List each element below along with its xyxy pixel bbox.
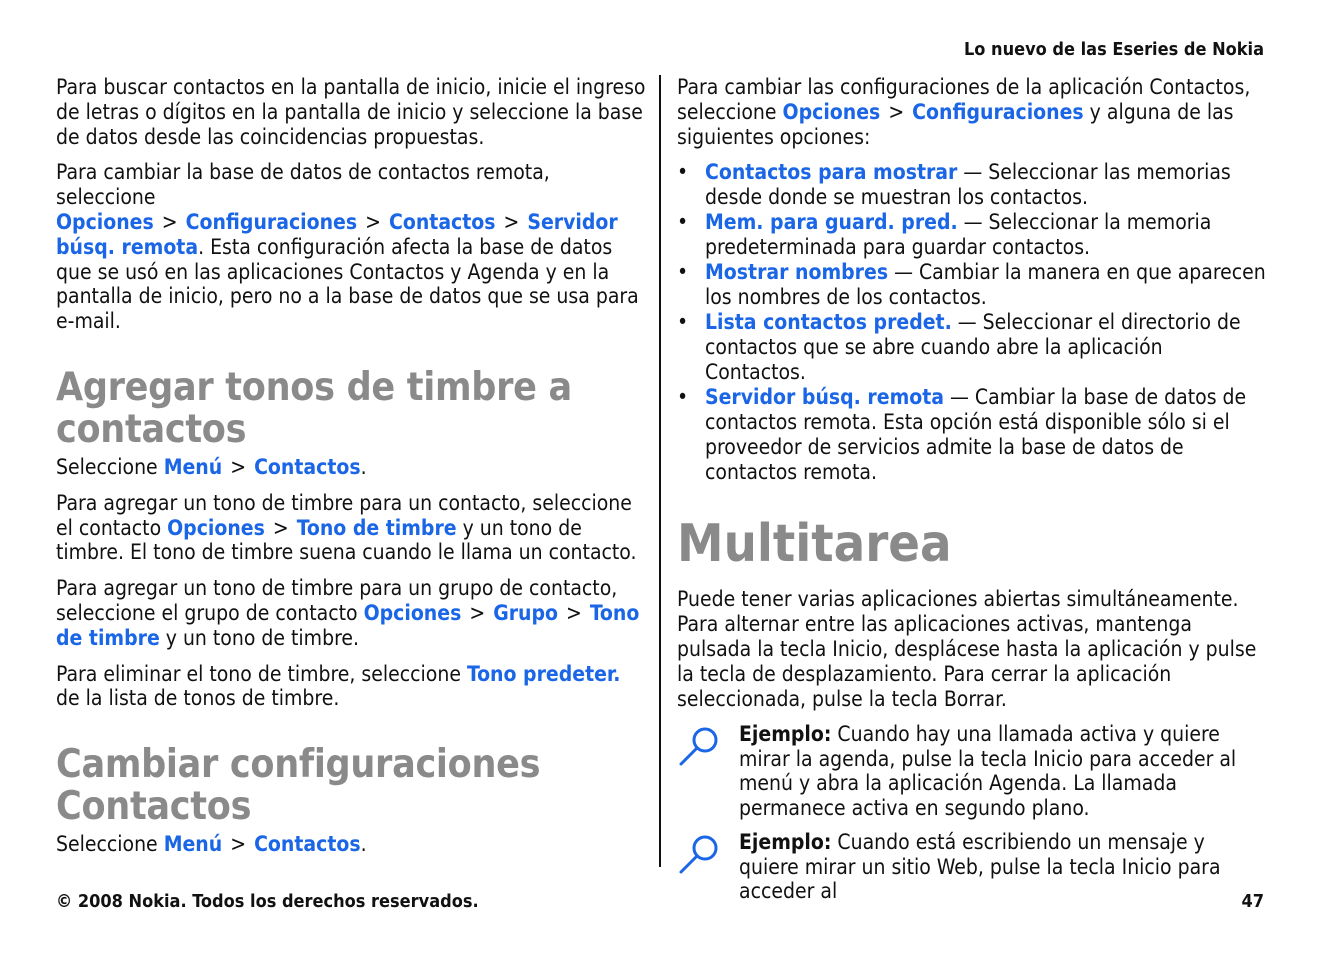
menu-link-menu: Menú xyxy=(163,454,223,479)
paragraph xyxy=(56,455,648,480)
list-item xyxy=(677,310,1269,385)
text: de la lista de tonos de timbre. xyxy=(56,686,340,711)
example-note xyxy=(677,830,1269,904)
separator: > xyxy=(888,99,905,124)
bullet: • xyxy=(677,260,689,285)
option-desc: — Seleccionar el directorio de contactos que se abre cuando abre la aplicación Contactos. xyxy=(705,310,1241,385)
example-label: Ejemplo: xyxy=(739,722,832,747)
section-heading: Cambiar configuraciones Contactos xyxy=(56,742,541,830)
menu-link-configuraciones: Configuraciones xyxy=(185,209,358,234)
menu-link-tono: Tono de timbre xyxy=(56,600,640,650)
text: Seleccione xyxy=(56,832,164,857)
text: y un tono de timbre. El tono de timbre suena cuando le llama un contacto. xyxy=(56,515,637,565)
menu-link-servidor: Servidor búsq. remota xyxy=(56,209,618,259)
option-term: Mem. para guard. pred. xyxy=(705,210,958,235)
paragraph xyxy=(56,576,648,650)
paragraph xyxy=(677,75,1269,149)
text: . Esta configuración afecta la base de datos que se usó en las aplicaciones Contactos y Agenda y en la pantalla de inicio, pero no a la base de datos que se usa para e-mail. xyxy=(56,234,639,334)
separator: > xyxy=(503,209,520,234)
list-item xyxy=(677,160,1269,210)
menu-link-grupo: Grupo xyxy=(493,600,558,625)
page-number: 47 xyxy=(1241,891,1264,912)
separator: > xyxy=(565,600,582,625)
magnifier-icon xyxy=(677,832,721,876)
paragraph: Para buscar contactos en la pantalla de inicio, inicie el ingreso de letras o dígitos en la pantalla de inicio y seleccione la base de datos desde las coincidencias propuestas. xyxy=(56,75,646,149)
running-header: Lo nuevo de las Eseries de Nokia xyxy=(963,39,1264,60)
menu-link-contactos: Contactos xyxy=(254,832,361,857)
paragraph xyxy=(56,832,648,857)
option-term: Lista contactos predet. xyxy=(705,310,952,335)
options-list xyxy=(677,160,1269,485)
list-item xyxy=(677,260,1269,310)
menu-link-opciones: Opciones xyxy=(363,600,462,625)
text: . xyxy=(360,832,367,857)
option-desc: — Seleccionar la memoria predeterminada para guardar contactos. xyxy=(705,210,1212,260)
option-term: Mostrar nombres xyxy=(705,260,889,285)
chapter-heading: Multitarea xyxy=(677,514,952,575)
text: Seleccione xyxy=(56,454,164,479)
option-desc: — Cambiar la base de datos de contactos remota. Esta opción está disponible sólo si el proveedor de servicios admite la base de datos de contactos remota. xyxy=(705,385,1247,485)
example-label: Ejemplo: xyxy=(739,830,832,855)
option-desc: — Cambiar la manera en que aparecen los nombres de los contactos. xyxy=(705,260,1266,310)
bullet: • xyxy=(677,210,689,235)
paragraph xyxy=(56,662,648,712)
separator: > xyxy=(161,209,178,234)
separator: > xyxy=(230,832,247,857)
option-desc: — Seleccionar las memorias desde donde se muestran los contactos. xyxy=(705,160,1231,210)
text: Para agregar un tono de timbre para un grupo de contacto, seleccione el grupo de contacto xyxy=(56,576,618,625)
separator: > xyxy=(272,515,289,540)
paragraph xyxy=(56,491,648,565)
menu-link-tono: Tono de timbre xyxy=(296,515,457,540)
separator: > xyxy=(365,209,381,234)
paragraph xyxy=(56,160,648,334)
separator: > xyxy=(230,454,247,479)
text: Para cambiar las configuraciones de la aplicación Contactos, seleccione xyxy=(677,75,1251,124)
left-column xyxy=(56,75,648,868)
text: Para eliminar el tono de timbre, seleccione xyxy=(56,661,467,686)
menu-link-opciones: Opciones xyxy=(167,515,265,540)
column-divider xyxy=(659,75,661,867)
menu-link-configuraciones: Configuraciones xyxy=(912,99,1084,124)
list-item xyxy=(677,385,1269,485)
text: y alguna de las siguientes opciones: xyxy=(677,99,1234,149)
text: . xyxy=(360,454,367,479)
separator: > xyxy=(469,600,486,625)
menu-link-contactos: Contactos xyxy=(254,454,361,479)
bullet: • xyxy=(677,385,689,410)
menu-link-opciones: Opciones xyxy=(782,99,881,124)
menu-link-contactos: Contactos xyxy=(388,209,496,234)
text: y un tono de timbre. xyxy=(159,625,360,650)
example-text: Cuando hay una llamada activa y quiere mirar la agenda, pulse la tecla Inicio para acceder al menú y abra la aplicación Agenda. La llamada permanece activa en segundo plano. xyxy=(739,722,1237,820)
bullet: • xyxy=(677,310,689,335)
example-text: Cuando está escribiendo un mensaje y quiere mirar un sitio Web, pulse la tecla Inicio para acceder al xyxy=(739,830,1221,904)
menu-link-tono-predeter: Tono predeter. xyxy=(466,661,621,686)
text: Para cambiar la base de datos de contactos remota, seleccione xyxy=(56,160,550,210)
text: Para agregar un tono de timbre para un contacto, seleccione el contacto xyxy=(56,490,632,540)
footer-copyright: © 2008 Nokia. Todos los derechos reservados. xyxy=(56,891,479,912)
menu-link-opciones: Opciones xyxy=(56,209,154,234)
option-term: Contactos para mostrar xyxy=(705,160,958,185)
paragraph: Puede tener varias aplicaciones abiertas simultáneamente. Para alternar entre las aplicaciones activas, mantenga pulsada la tecla Inicio, desplácese hasta la aplicación y pulse la tecla de desplazamiento. Para cerrar la aplicación seleccionada, pulse la tecla Borrar. xyxy=(677,587,1257,711)
section-heading: Agregar tonos de timbre a contactos xyxy=(56,364,572,452)
right-column xyxy=(677,75,1269,914)
example-note xyxy=(677,722,1269,820)
magnifier-icon xyxy=(677,724,721,768)
list-item xyxy=(677,210,1269,260)
menu-link-menu: Menú xyxy=(163,832,223,857)
option-term: Servidor búsq. remota xyxy=(705,385,945,410)
bullet: • xyxy=(677,160,689,185)
